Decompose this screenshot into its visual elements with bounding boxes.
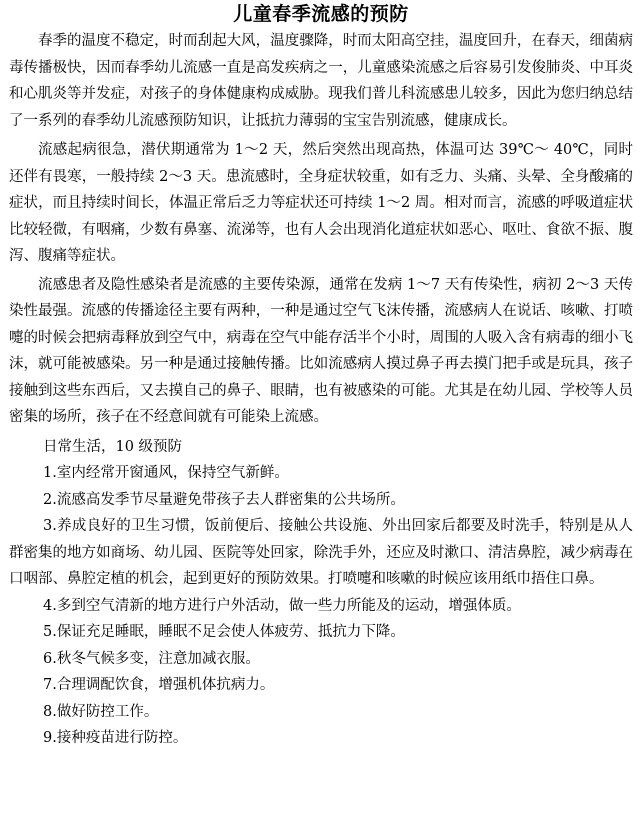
- paragraph-flu-transmission: 流感患者及隐性感染者是流感的主要传染源，通常在发病 1～7 天有传染性，病初 2～3 天传染性最强。流感的传播途径主要有两种，一种是通过空气飞沫传播，流感病人在说话、咳嗽、打喷嚏的时候会把病毒释放到空气中，病毒在空气中能存活半个小时，周围的人吸入含有病毒的细小飞沫，就可能被感染。另一种是通过接触传播。比如流感病人摸过鼻子再去摸门把手或是玩具，孩子接触到这些东西后，又去摸自己的鼻子、眼睛，也有被感染的可能。尤其是在幼儿园、学校等人员密集的场所，孩子在不经意间就有可能染上流感。: [9, 276, 633, 425]
- paragraph-flu-symptoms: 流感起病很急，潜伏期通常为 1～2 天，然后突然出现高热，体温可达 39℃～ 40℃，同时还伴有畏寒，一般持续 2～3 天。患流感时，全身症状较重，如有乏力、头痛、头晕、全身酸痛的症状，而且持续时间长，体温正常后乏力等症状还可持续 1～2 周。相对而言，流感的呼吸道症状比较轻微，有咽痛，少数有鼻塞、流涕等，也有人会出现消化道症状如恶心、呕吐、食欲不振、腹泻、腹痛等症状。: [9, 142, 633, 264]
- list-item: 1.室内经常开窗通风，保持空气新鲜。: [43, 465, 289, 481]
- paragraph-spring-climate: 春季的温度不稳定，时而刮起大风，温度骤降，时而太阳高空挂，温度回升，在春天，细菌病毒传播极快，因而春季幼儿流感一直是高发疾病之一，儿童感染流感之后容易引发俊肺炎、中耳炎和心肌炎等并发症，对孩子的身体健康构成威胁。现我们普儿科流感患儿较多，因此为您归纳总结了一系列的春季幼儿流感预防知识，让抵抗力薄弱的宝宝告别流感，健康成长。: [9, 33, 633, 129]
- prevention-list: [9, 460, 633, 752]
- document-title: 儿童春季流感的预防: [233, 3, 409, 25]
- list-item: 7.合理调配饮食，增强机体抗病力。: [43, 677, 275, 693]
- list-item: 9.接种疫苗进行防控。: [43, 730, 188, 746]
- list-item: 8.做好防控工作。: [43, 703, 159, 720]
- list-item: 6.秋冬气候多变，注意加减衣服。: [43, 650, 260, 667]
- list-item: 3.养成良好的卫生习惯，饭前便后、接触公共设施、外出回家后都要及时洗手，特别是从人群密集的地方如商场、幼儿园、医院等处回家，除洗手外，还应及时漱口、清洁鼻腔，减少病毒在口咽部、鼻腔定植的机会，起到更好的预防效果。打喷嚏和咳嗽的时候应该用纸巾捂住口鼻。: [9, 518, 633, 587]
- prevention-list-heading: 日常生活，10 级预防: [43, 438, 183, 455]
- list-item: 4.多到空气清新的地方进行户外活动，做一些力所能及的运动，增强体质。: [43, 597, 521, 614]
- list-item: 5.保证充足睡眠，睡眠不足会使人体疲劳、抵抗力下降。: [43, 624, 405, 640]
- list-item: 2.流感高发季节尽量避免带孩子去人群密集的公共场所。: [43, 491, 405, 508]
